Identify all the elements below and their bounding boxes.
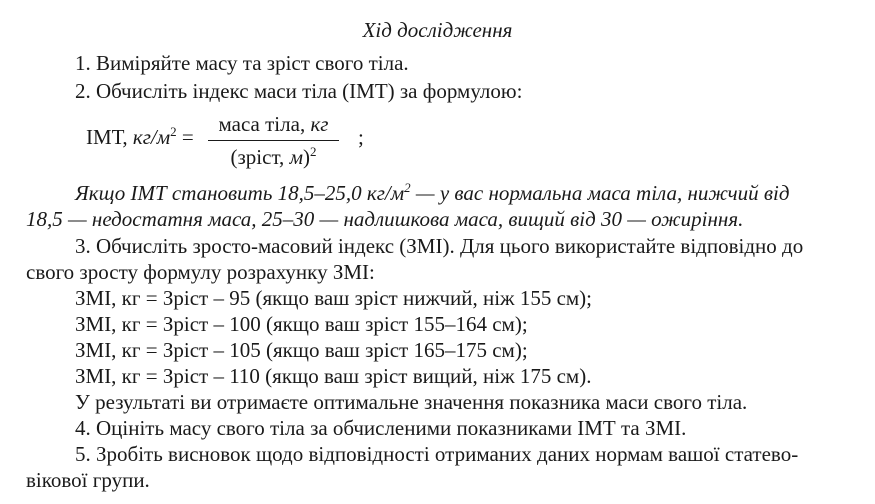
formula-semicolon: ; xyxy=(358,125,364,149)
step-4-text: 4. Оцініть масу свого тіла за обчисленими показниками ІМТ та ЗМІ. xyxy=(75,416,687,440)
zmi-formula-1: ЗМІ, кг = Зріст – 95 (якщо ваш зріст нижчий, ніж 155 см); xyxy=(75,286,593,310)
bmi-note-line-2: 18,5 — недостатня маса, 25–30 — надлишкова маса, вищий від 30 — ожиріння. xyxy=(26,207,744,231)
formula-lhs-label: ІМТ, xyxy=(86,125,133,149)
formula-lhs-unit: кг/м xyxy=(132,125,171,149)
formula-numerator-text: маса тіла, xyxy=(218,112,311,136)
zmi-formula-3: ЗМІ, кг = Зріст – 105 (якщо ваш зріст 165–175 см); xyxy=(75,338,528,362)
step-2-text: 2. Обчисліть індекс маси тіла (ІМТ) за формулою: xyxy=(75,79,523,103)
section-heading: Хід дослідження xyxy=(362,18,513,42)
formula-equals: = xyxy=(176,125,194,149)
formula-lhs-exponent: 2 xyxy=(170,124,177,139)
formula-denominator xyxy=(208,145,339,170)
result-text: У результаті ви отримаєте оптимальне значення показника маси свого тіла. xyxy=(75,390,748,414)
formula-denominator-close: ) xyxy=(302,145,310,169)
formula-denominator-text: (зріст, xyxy=(230,145,290,169)
step-3-line-2: свого зросту формулу розрахунку ЗМІ: xyxy=(26,260,375,284)
step-1-text: 1. Виміряйте масу та зріст свого тіла. xyxy=(75,51,409,75)
formula-numerator xyxy=(208,112,339,137)
bmi-formula xyxy=(86,112,386,172)
formula-denominator-unit: м xyxy=(289,145,303,169)
formula-lhs xyxy=(86,125,194,150)
bmi-note-line-1 xyxy=(75,180,789,206)
bmi-note-exponent: 2 xyxy=(404,180,411,195)
zmi-formula-2: ЗМІ, кг = Зріст – 100 (якщо ваш зріст 155–164 см); xyxy=(75,312,528,336)
step-5-line-2: вікової групи. xyxy=(26,468,150,492)
bmi-note-line-1-head: Якщо ІМТ становить 18,5–25,0 кг/м xyxy=(75,181,405,205)
formula-denominator-exponent: 2 xyxy=(309,144,317,159)
step-3-line-1: 3. Обчисліть зросто-масовий індекс (ЗМІ). Для цього використайте відповідно до xyxy=(75,234,804,258)
formula-numerator-unit: кг xyxy=(310,112,329,136)
fraction-bar xyxy=(208,140,339,141)
step-5-line-1: 5. Зробіть висновок щодо відповідності отриманих даних нормам вашої статево- xyxy=(75,442,799,466)
zmi-formula-4: ЗМІ, кг = Зріст – 110 (якщо ваш зріст вищий, ніж 175 см). xyxy=(75,364,592,388)
bmi-note-line-1-tail: — у вас нормальна маса тіла, нижчий від xyxy=(410,181,790,205)
